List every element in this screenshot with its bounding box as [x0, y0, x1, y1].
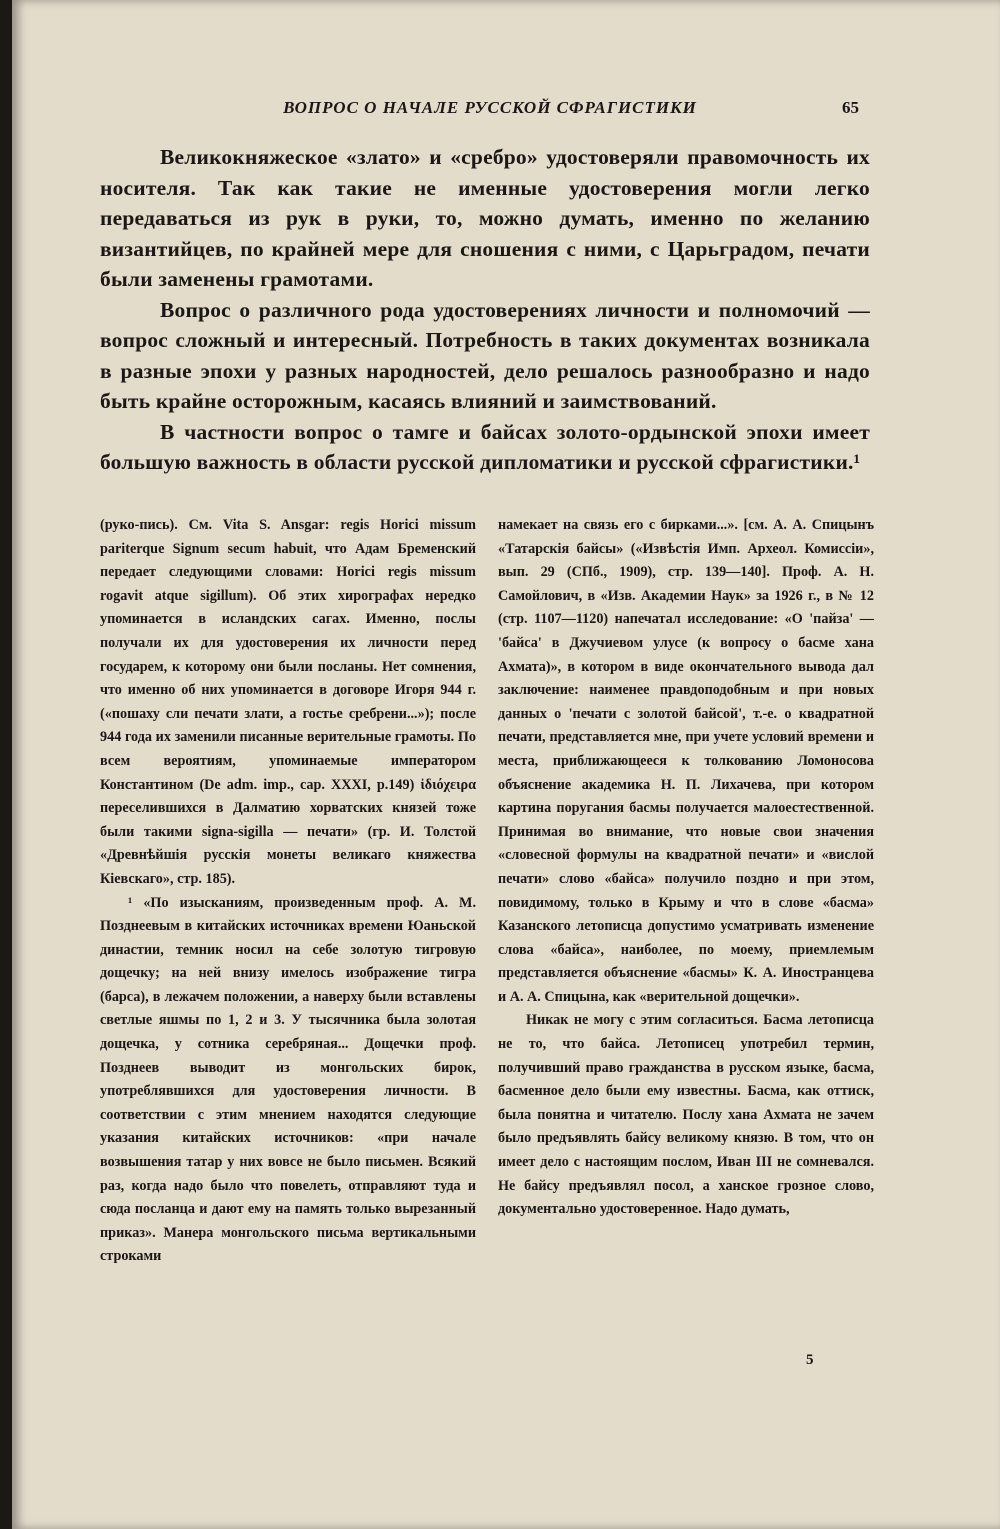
running-title: ВОПРОС О НАЧАЛЕ РУССКОЙ СФРАГИСТИКИ — [283, 98, 697, 117]
footnotes — [100, 514, 876, 1384]
footnote-paragraph: Никак не могу с этим согласиться. Басма летописца не то, что байса. Летописец употребил термин, получивший право гражданства в русском языке, басма, басменное дело были ему известны. Басма, как оттиск, была понятна и читателю. Послу хана Ахмата не зачем было предъявлять байсу великому князю. В том, что он имеет дело с настоящим послом, Иван III не сомневался. Не байсу предъявлял посол, а ханское грозное слово, документально удостоверенное. Надо думать, — [498, 1012, 874, 1218]
footnote-column-right — [498, 514, 874, 1222]
footnote-paragraph: ¹ «По изысканиям, произведенным проф. А. М. Позднеевым в китайских источниках времени Юаньской династии, темник носил на себе золотую тигровую дощечку; на ней внизу имелось изображение тигра (барса), в лежачем положении, а наверху были вставлены светлые яшмы по 1, 2 и 3. У тысячника была золотая дощечка, у сотника серебряная... Дощечки проф. Позднеев выводит из монгольских бирок, употреблявшихся для удостоверения личности. В соответствии с этим мнением находятся следующие указания китайских источников: «при начале возвышения татар у них вовсе не было письмен. Всякий раз, когда надо было что повелеть, отправляют туда и сюда посланца и дают ему на память только вырезанный приказ». Манера монгольского письма вертикальными строками — [100, 894, 476, 1265]
main-paragraph: Великокняжеское «злато» и «сребро» удостоверяли правомочность их носителя. Так как такие не именные удостоверения могли легко передаваться из рук в руки, то, можно думать, именно по желанию византийцев, по крайней мере для сношения с ними, с Царьградом, печати были заменены грамотами. — [100, 145, 870, 291]
footnote-paragraph: намекает на связь его с бирками...». [см. А. А. Спицынъ «Татарскія байсы» («Извѣстія Имп. Археол. Комиссіи», вып. 29 (СПб., 1909), стр. 139—140]. Проф. А. Н. Самойлович, в «Изв. Академии Наук» за 1926 г., в № 12 (стр. 1107—1120) напечатал исследование: «О 'пайза' — 'байса' в Джучиевом улусе (к вопросу о басме хана Ахмата)», в котором в виде окончательного вывода дал заключение: наименее правдоподобным и при новых данных о 'печати с золотой байсой', т.-е. о квадратной печати, представляется мне, при учете условий времени и места, приближающееся к толкованию Ломоносова объяснение академика Н. П. Лихачева, при котором картина поругания басмы получается малоестественной. Принимая во внимание, что новые свои значения «словесной формулы на квадратной печати» и «вислой печати» слово «байса» получило поздно и при этом, повидимому, только в Крыму и что в слове «басма» Казанского летописца допустимо усматривать изменение слова «байса», наиболее, по моему, приемлемым представляется объяснение «басмы» К. А. Иностранцева и А. А. Спицына, как «верительной дощечки». — [498, 517, 874, 1005]
main-text — [100, 142, 870, 478]
main-paragraph: В частности вопрос о тамге и байсах золото-ордынской эпохи имеет большую важность в области русской дипломатики и русской сфрагистики.¹ — [100, 419, 870, 474]
footnote-column-left — [100, 514, 476, 1269]
signature-mark: 5 — [806, 1352, 814, 1368]
footnote-paragraph: (руко-пись). См. Vita S. Ansgar: regis Horici missum paritеrque Signum secum habuit, что Адам Бременский передает следующими словами: Horici regis missum rogavit atque sigillum). Об этих хирографах нередко упоминается в исландских сагах. Именно, послы получали их для удостоверения их личности перед государем, к которому они были посланы. Нет сомнения, что именно об них упоминается в договоре Игоря 944 г. («пошаху сли печати злати, а гостье сребрени...»); после 944 года их заменили писанные верительные грамоты. По всем вероятиям, упоминаемые императором Константином (De adm. imp., cap. XXXI, p.149) ἰδιόχειρα переселившихся в Далматию хорватских князей тоже были такими signa-sigilla — печати» (гр. И. Толстой «Древнѣйшія русскія монеты великаго княжества Кіевскаго», стр. 185). — [100, 517, 476, 887]
book-page — [12, 0, 1000, 1529]
page-number: 65 — [842, 98, 859, 117]
main-paragraph: Вопрос о различного рода удостоверениях личности и полномочий — вопрос сложный и интересный. Потребность в таких документах возникала в разные эпохи у разных народностей, дело решалось разнообразно и надо быть крайне осторожным, касаясь влияний и заимствований. — [100, 297, 870, 413]
